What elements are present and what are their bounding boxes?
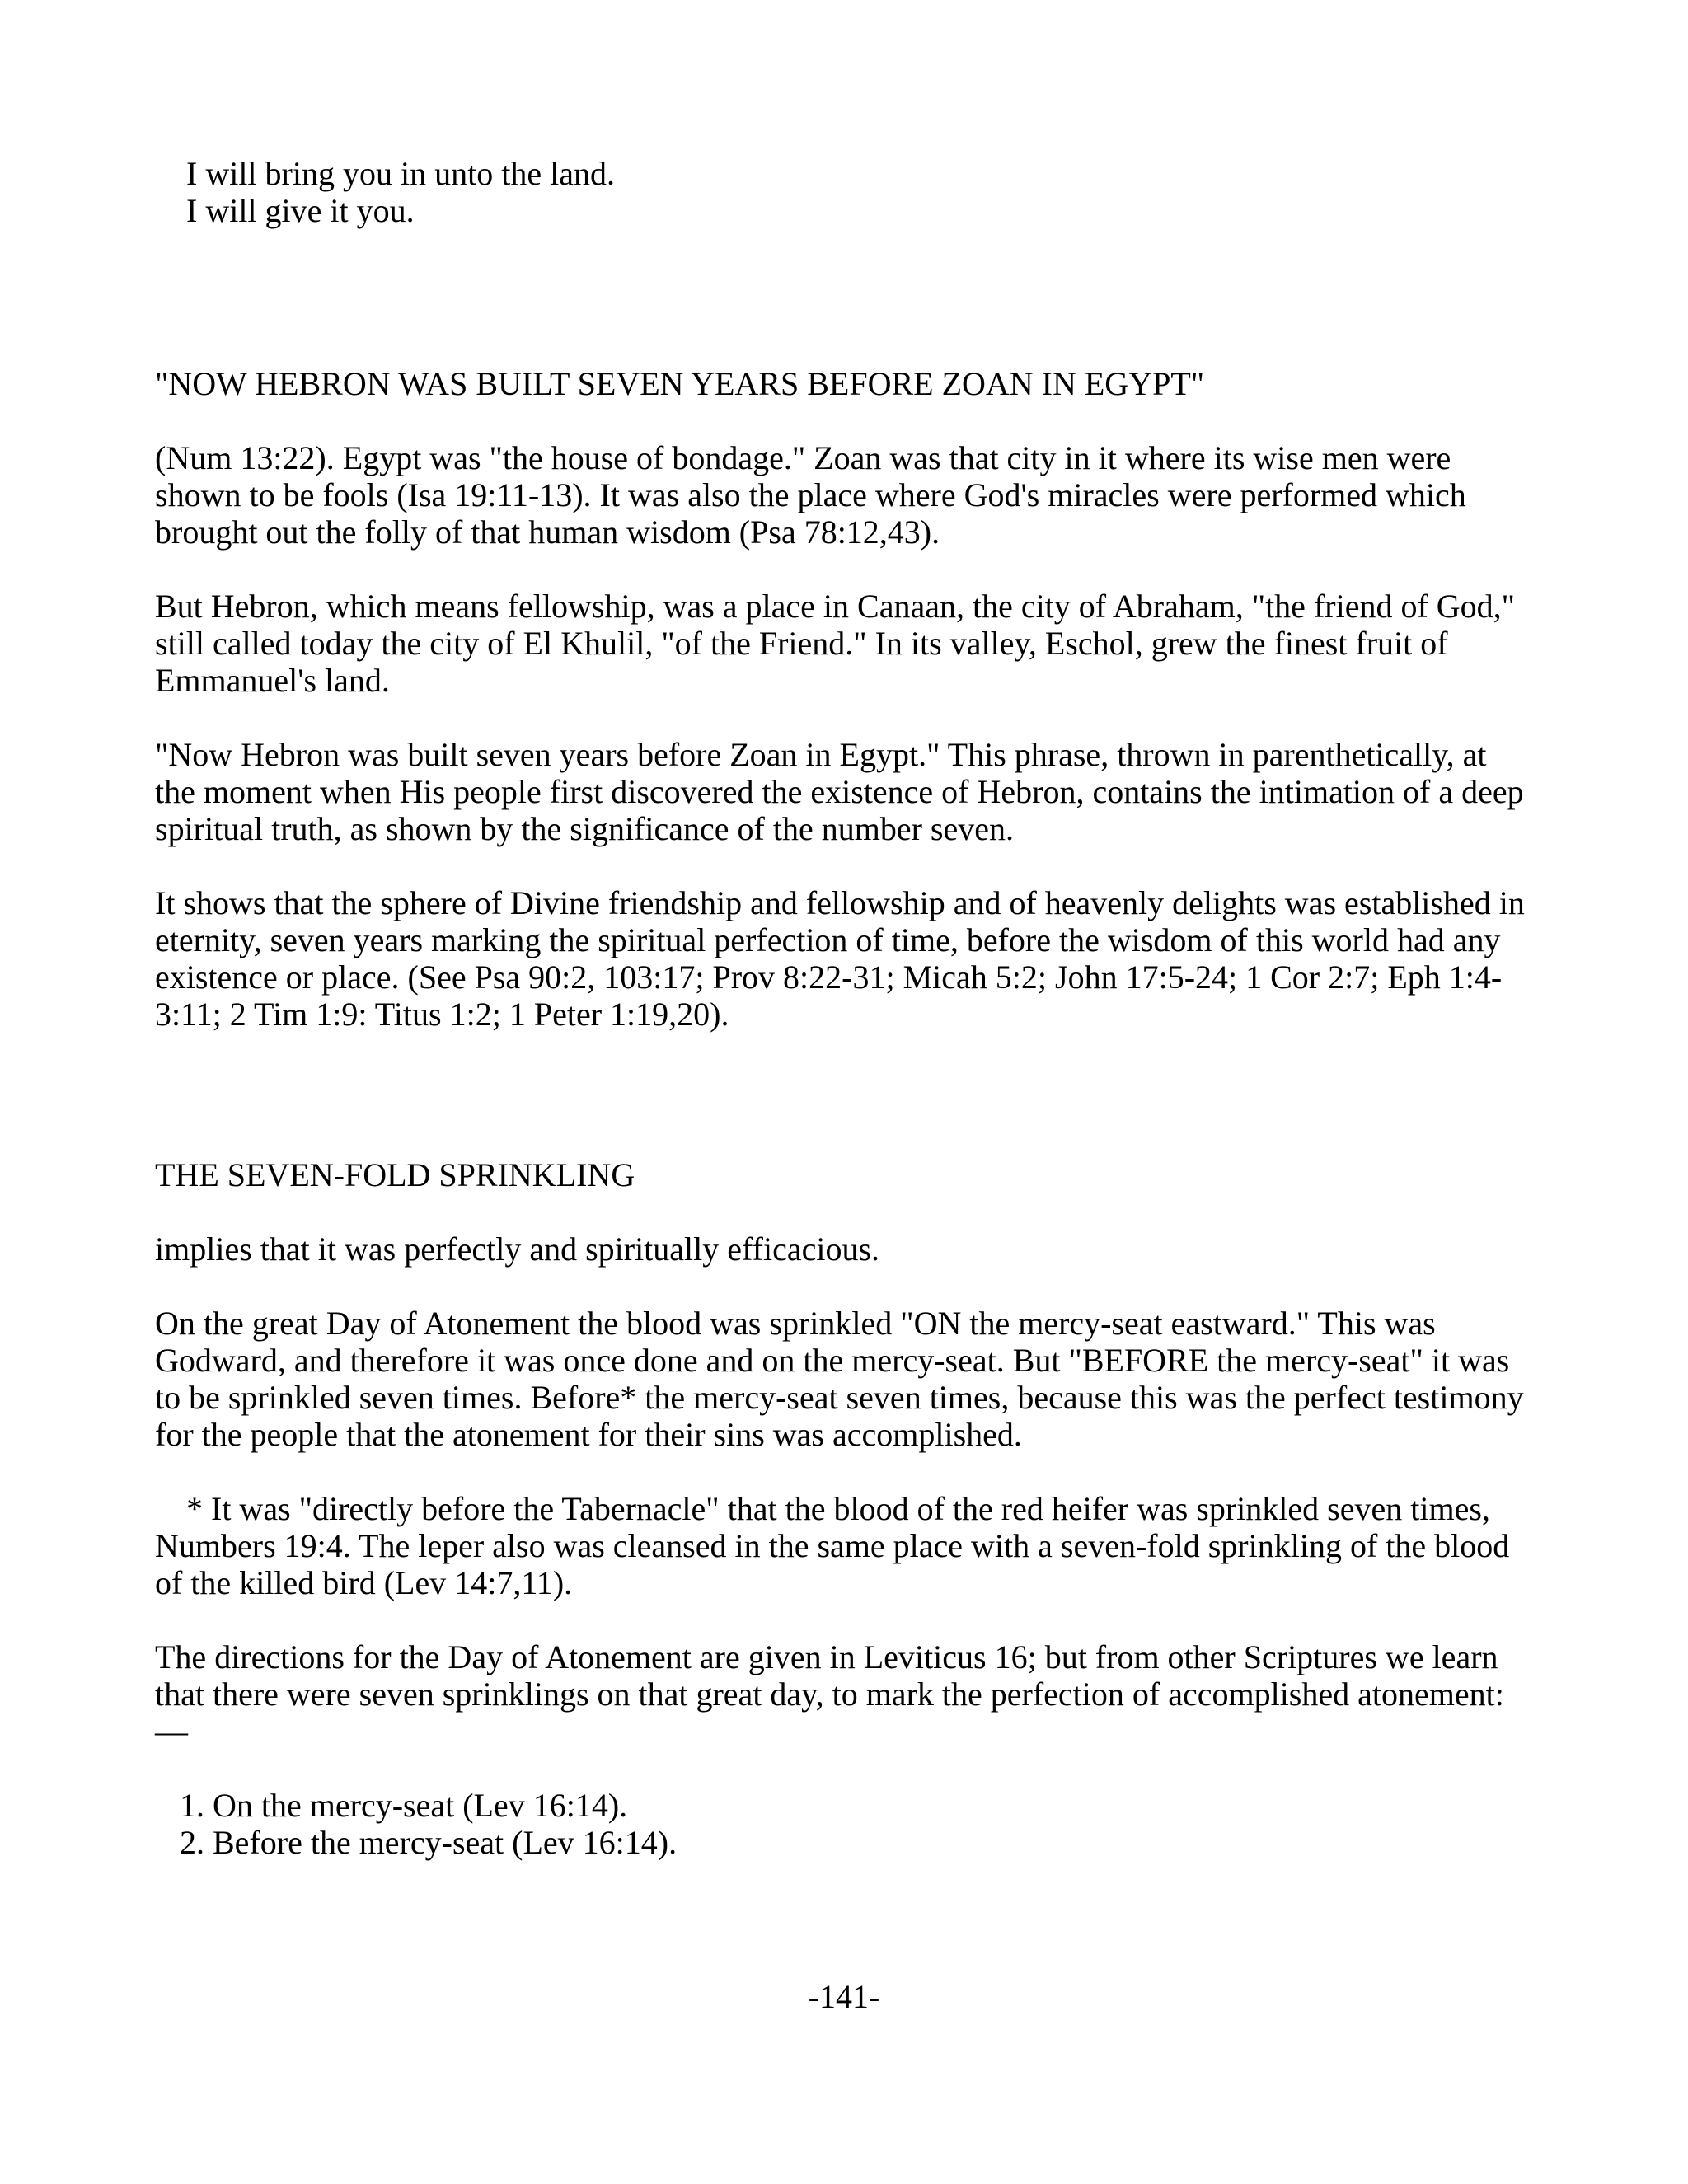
paragraph: On the great Day of Atonement the blood was sprinkled "ON the mercy-seat eastward." This was Godward, and therefore it was once done and on the mercy-seat. But "BEFORE the mercy-seat" it was to be sprinkled seven times. Before* the mercy-seat seven times, because this was the perfect testimony for the people that the atonement for their sins was accomplished.	[155, 1305, 1524, 1453]
paragraph: It shows that the sphere of Divine friendship and fellowship and of heavenly delights was established in eternity, seven years marking the spiritual perfection of time, before the wisdom of this world had any existence or place. (See Psa 90:2, 103:17; Prov 8:22-31; Micah 5:2; John 17:5-24; 1 Cor 2:7; Eph 1:4-3:11; 2 Tim 1:9: Titus 1:2; 1 Peter 1:19,20).	[155, 884, 1525, 1033]
page-content	[155, 155, 1531, 1861]
paragraph: (Num 13:22). Egypt was "the house of bondage." Zoan was that city in it where its wise men were shown to be fools (Isa 19:11-13). It was also the place where God's miracles were performed which brought out the folly of that human wisdom (Psa 78:12,43).	[155, 439, 1466, 551]
list-item: 1. On the mercy-seat (Lev 16:14).	[180, 1787, 628, 1824]
paragraph: The directions for the Day of Atonement are given in Leviticus 16; but from other Scriptures we learn that there were seven sprinklings on that great day, to mark the perfection of accomplished atonement:—	[155, 1638, 1504, 1750]
paragraph: implies that it was perfectly and spiritually efficacious.	[155, 1230, 880, 1268]
list-item: 2. Before the mercy-seat (Lev 16:14).	[180, 1824, 678, 1861]
sprinklings-list	[155, 1787, 1531, 1861]
section-heading-sprinkling: THE SEVEN-FOLD SPRINKLING	[155, 1156, 635, 1193]
page-number: -141-	[808, 1978, 880, 2015]
section-heading-hebron: "NOW HEBRON WAS BUILT SEVEN YEARS BEFORE ZOAN IN EGYPT"	[155, 365, 1205, 402]
paragraph: "Now Hebron was built seven years before Zoan in Egypt." This phrase, thrown in parenthetically, at the moment when His people first discovered the existence of Hebron, contains the intimation of a deep spiritual truth, as shown by the significance of the number seven.	[155, 736, 1524, 847]
verse-line: I will bring you in unto the land.	[186, 155, 615, 192]
intro-verse	[155, 155, 1531, 229]
footnote: * It was "directly before the Tabernacle" that the blood of the red heifer was sprinkled seven times, Numbers 19:4. The leper also was cleansed in the same place with a seven-fold sprinkling of the blood of the killed bird (Lev 14:7,11).	[155, 1490, 1510, 1601]
verse-line: I will give it you.	[186, 192, 415, 229]
paragraph: But Hebron, which means fellowship, was a place in Canaan, the city of Abraham, "the friend of God," still called today the city of El Khulil, "of the Friend." In its valley, Eschol, grew the finest fruit of Emmanuel's land.	[155, 588, 1515, 699]
